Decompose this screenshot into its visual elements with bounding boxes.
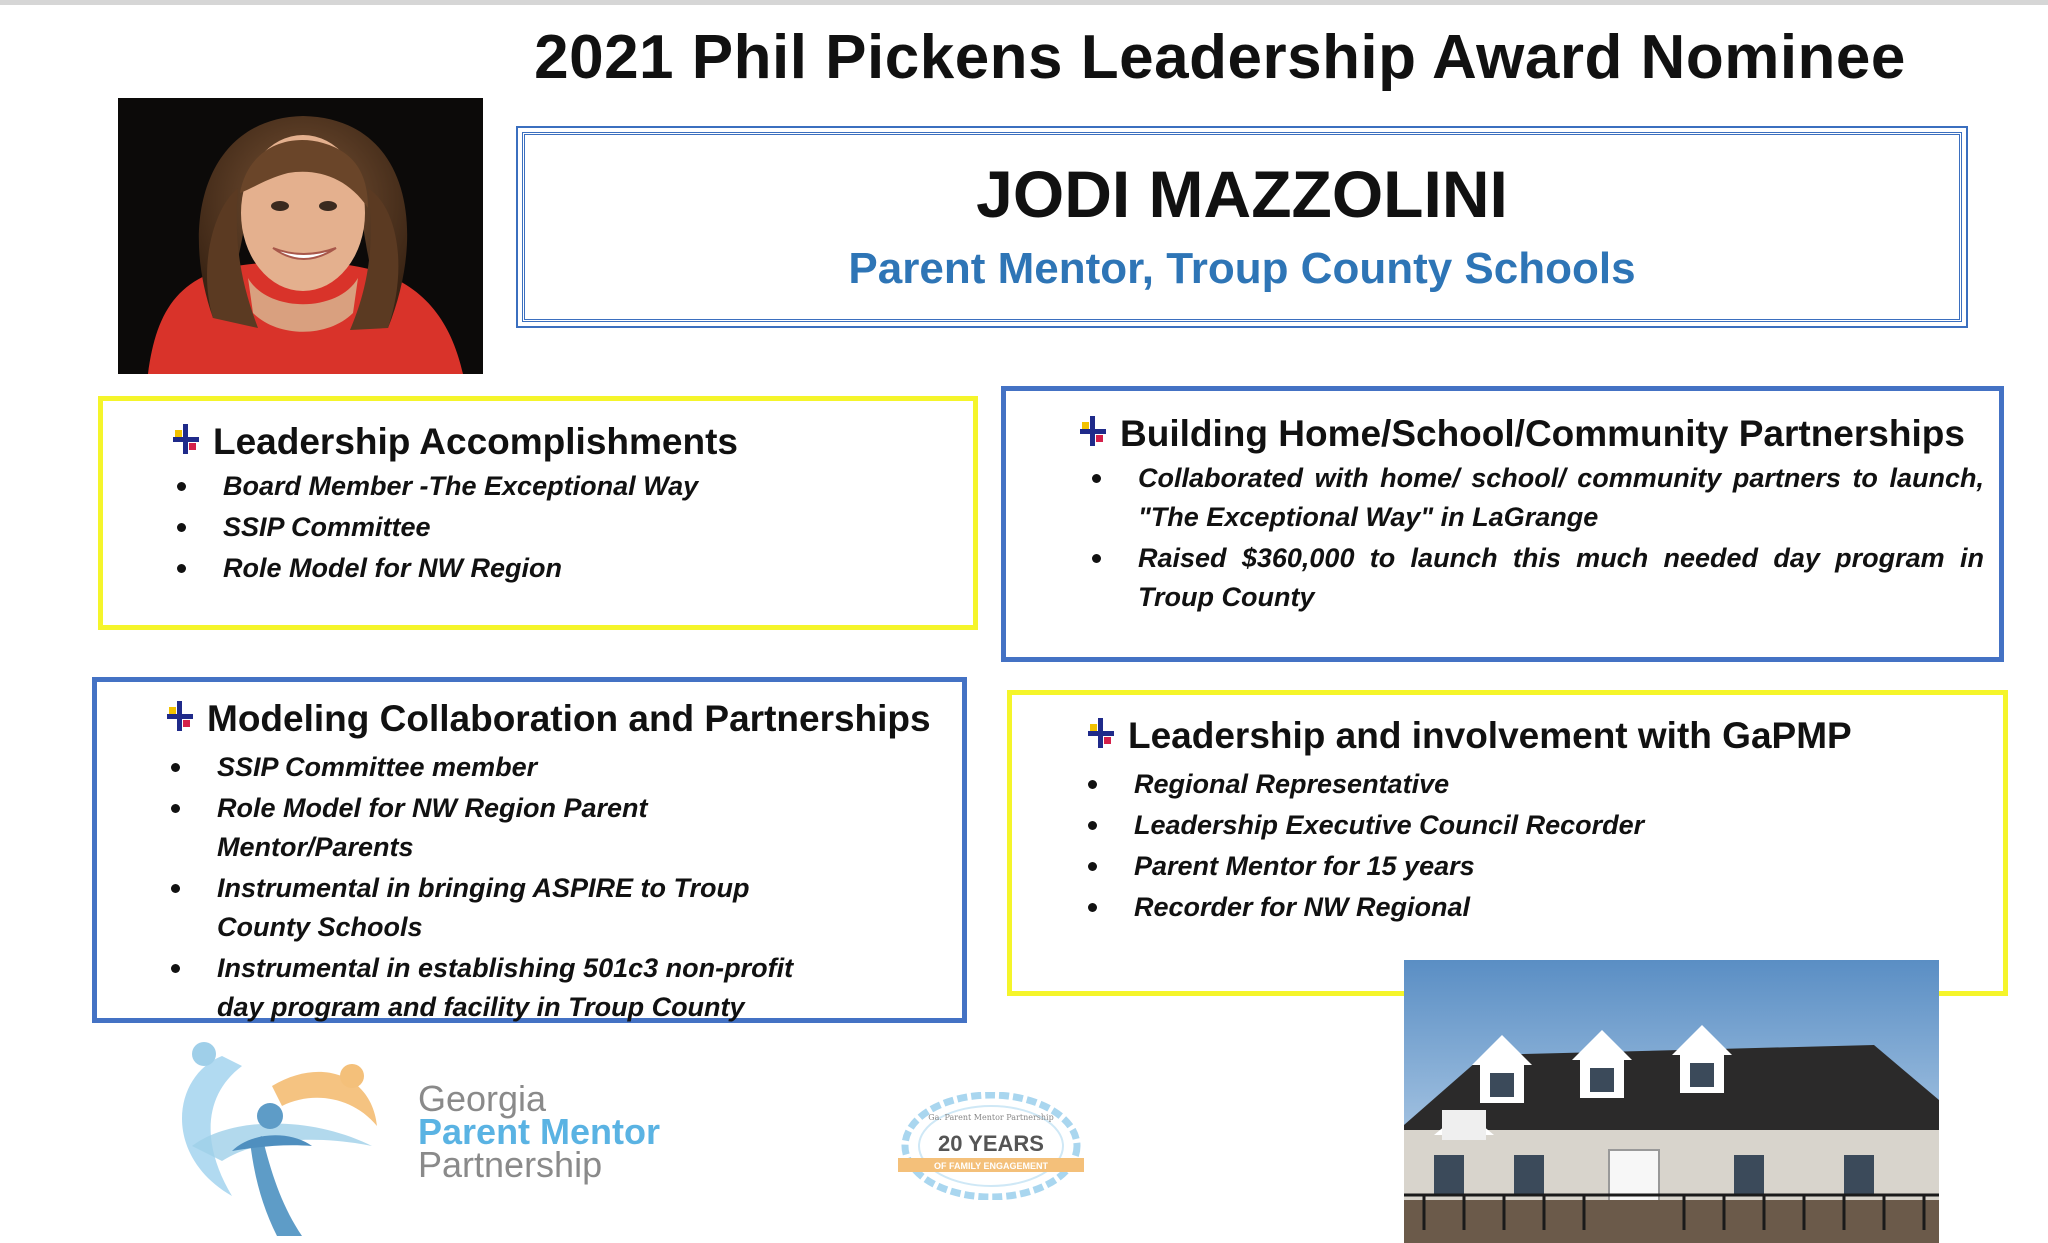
leadership-accomplishments-box xyxy=(98,396,978,630)
cross-bullet-icon xyxy=(169,422,203,456)
gapmp-involvement-list xyxy=(1082,765,1962,929)
nominee-role: Parent Mentor, Troup County Schools xyxy=(848,244,1636,293)
facility-photo xyxy=(1404,960,1939,1243)
modeling-collaboration-heading xyxy=(163,698,931,740)
nominee-photo xyxy=(118,98,483,374)
gapmp-involvement-heading xyxy=(1084,715,1852,757)
badge-main-text: 20 YEARS xyxy=(938,1131,1044,1156)
partnerships-box xyxy=(1001,386,2004,662)
cross-bullet-icon xyxy=(163,699,197,733)
gpmp-line-3: Partnership xyxy=(418,1144,603,1185)
gpmp-line-2: Parent Mentor xyxy=(418,1111,661,1152)
cross-bullet-icon xyxy=(1076,414,1110,448)
page-title: 2021 Phil Pickens Leadership Award Nominee xyxy=(534,23,1906,92)
nominee-card xyxy=(516,126,1968,328)
list-item: Board Member -The Exceptional Way xyxy=(171,467,951,506)
partnerships-list xyxy=(1086,459,1984,619)
top-rule xyxy=(0,0,2048,5)
list-item: Recorder for NW Regional xyxy=(1082,888,1962,927)
heading-text: Modeling Collaboration and Partnerships xyxy=(207,698,931,739)
list-item: Raised $360,000 to launch this much needed day program in Troup County xyxy=(1086,539,1984,617)
list-item: Collaborated with home/ school/ community partners to launch, "The Exceptional Way" in LaGrange xyxy=(1086,459,1984,537)
list-item: Instrumental in establishing 501c3 non-profit day program and facility in Troup County xyxy=(165,949,815,1027)
heading-text: Building Home/School/Community Partnerships xyxy=(1120,413,1965,454)
modeling-collaboration-box xyxy=(92,677,967,1023)
leadership-accomplishments-heading xyxy=(169,421,738,463)
gpmp-line-1: Georgia xyxy=(418,1078,547,1119)
badge-arc-text: Ga. Parent Mentor Partnership xyxy=(928,1113,1054,1122)
gpmp-wordmark xyxy=(418,1078,661,1185)
cross-bullet-icon xyxy=(1084,716,1118,750)
partnerships-heading xyxy=(1076,413,1965,455)
list-item: Role Model for NW Region xyxy=(171,549,951,588)
list-item: SSIP Committee xyxy=(171,508,951,547)
leadership-accomplishments-list xyxy=(171,467,951,590)
modeling-collaboration-list xyxy=(165,748,815,1029)
list-item: Role Model for NW Region Parent Mentor/Parents xyxy=(165,789,815,867)
list-item: Regional Representative xyxy=(1082,765,1962,804)
twenty-years-badge xyxy=(896,1092,1086,1200)
heading-text: Leadership Accomplishments xyxy=(213,421,738,462)
gapmp-involvement-box xyxy=(1007,690,2008,996)
list-item: SSIP Committee member xyxy=(165,748,815,787)
heading-text: Leadership and involvement with GaPMP xyxy=(1128,715,1852,756)
list-item: Leadership Executive Council Recorder xyxy=(1082,806,1962,845)
list-item: Instrumental in bringing ASPIRE to Troup County Schools xyxy=(165,869,815,947)
nominee-name: JODI MAZZOLINI xyxy=(976,157,1508,231)
list-item: Parent Mentor for 15 years xyxy=(1082,847,1962,886)
badge-ribbon-text: OF FAMILY ENGAGEMENT xyxy=(933,1161,1049,1171)
